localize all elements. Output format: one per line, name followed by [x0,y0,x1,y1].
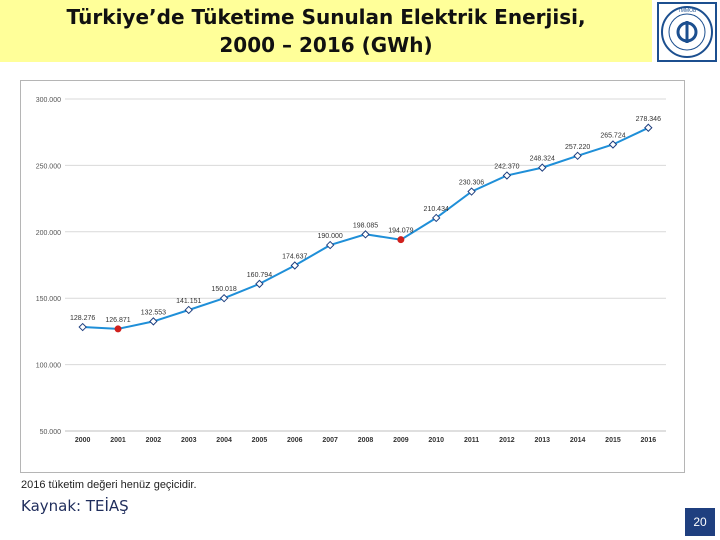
highlight-data-point [115,326,121,332]
data-label: 210.434 [423,205,449,213]
x-tick-label: 2010 [428,437,444,444]
page-number-badge: 20 [685,508,715,536]
tmmob-logo [657,2,717,62]
data-label: 132.553 [140,309,167,317]
highlight-data-point [398,237,404,243]
x-tick-label: 2012 [499,437,515,444]
data-point [609,141,616,148]
x-axis-tick-labels [75,437,656,444]
data-label: 242.370 [494,163,520,171]
data-labels [70,116,661,324]
data-label: 278.346 [635,115,661,123]
title-line-1: Türkiye’de Tüketime Sunulan Elektrik Enerjisi, [66,5,586,29]
data-label: 194.079 [388,227,414,235]
y-tick-label: 300.000 [35,97,61,104]
data-label: 190.000 [317,233,343,241]
x-tick-label: 2013 [534,437,551,444]
data-label: 230.306 [458,179,485,187]
x-tick-label: 2002 [145,437,162,444]
y-tick-label: 200.000 [35,229,61,237]
y-tick-label: 100.000 [35,362,61,370]
x-tick-label: 2009 [393,437,409,444]
x-tick-label: 2014 [569,437,586,444]
x-tick-label: 2000 [74,437,91,444]
data-label: 128.276 [70,315,96,323]
data-label: 126.871 [105,316,131,324]
data-label: 265.724 [600,132,626,140]
x-tick-label: 2006 [287,437,303,444]
data-point [150,318,157,325]
data-label: 248.324 [529,155,555,163]
seal-logo-icon [659,4,715,60]
data-label: 257.220 [564,143,591,151]
x-tick-label: 2016 [640,437,657,444]
data-point [256,280,263,287]
x-tick-label: 2005 [251,437,268,444]
x-tick-label: 2008 [357,437,374,444]
data-point [503,172,510,179]
title-line-2: 2000 – 2016 (GWh) [219,33,433,57]
x-tick-label: 2015 [605,437,621,444]
data-point [221,295,228,302]
y-tick-label: 250.000 [35,163,61,171]
data-point [185,306,192,313]
logo-text: TMMOB [677,8,697,14]
y-axis-tick-labels [36,97,61,436]
line-chart [21,81,684,472]
page-title [0,3,652,59]
provisional-note: 2016 tüketim değeri henüz geçicidir. [21,479,197,491]
x-tick-label: 2007 [322,437,338,444]
x-tick-label: 2004 [216,437,232,444]
data-point [574,152,581,159]
x-tick-label: 2011 [463,437,480,444]
data-label: 198.085 [352,222,379,230]
y-tick-label: 50.000 [39,429,61,436]
chart-frame [20,80,685,473]
data-label: 150.018 [211,286,237,294]
data-point [79,324,86,331]
data-label: 160.794 [246,271,273,279]
data-label: 141.151 [176,297,202,305]
source-label: Kaynak: TEİAŞ [21,497,129,515]
data-label: 174.637 [282,253,308,261]
x-tick-label: 2003 [180,437,197,444]
x-tick-label: 2001 [110,437,126,444]
data-point [645,124,652,131]
y-tick-label: 150.000 [35,296,61,304]
